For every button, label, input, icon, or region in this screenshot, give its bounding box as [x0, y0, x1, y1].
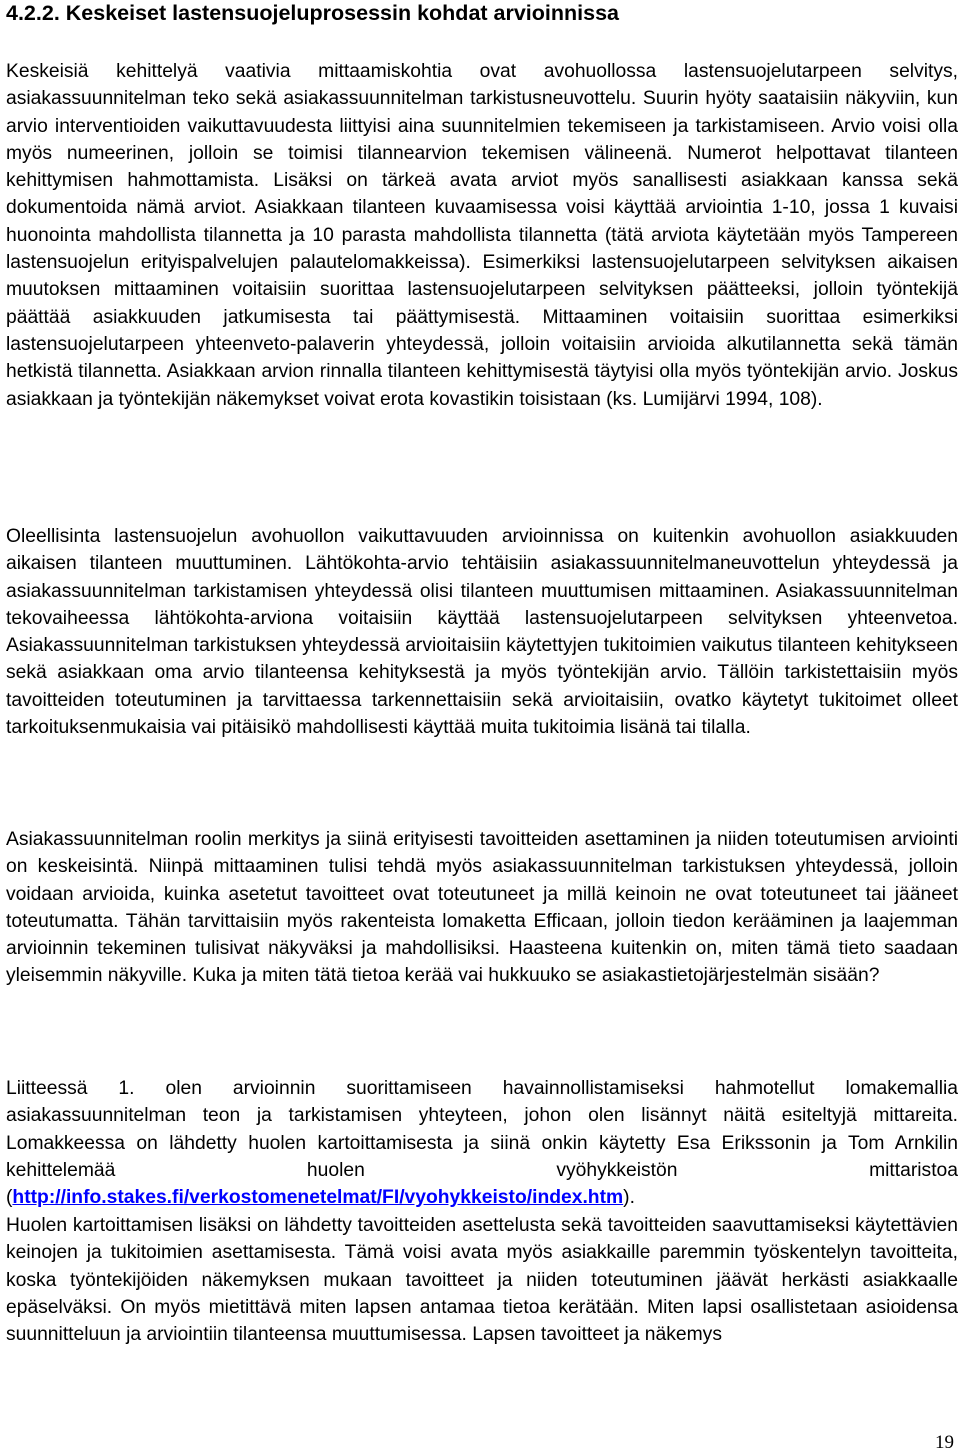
paragraph-appendix-text: Liitteessä 1. olen arvioinnin suorittamiseen havainnollistamiseksi hahmotellut lomakemallia asiakassuunnitelman teon ja tarkistamisen yhteyteen, johon olen lisännyt näitä esiteltyjä mittareita. Lomakkeessa on lähdetty huolen kartoittamisesta ja siinä onkin käytetty Esa Erikssonin ja Tom Arnkilin kehittelemää huolen vyöhykkeistön mittaristoa (	[6, 1078, 958, 1209]
paragraph-situation-change: Oleellisinta lastensuojelun avohuollon vaikuttavuuden arvioinnissa on kuitenkin avohuollon asiakkuuden aikaisen tilanteen muuttuminen. Lähtökohta-arvio tehtäisiin asiakassuunnitelmaneuvottelun yhteydessä ja asiakassuunnitelman tarkistamisen yhteydessä olisi tilanteen muuttumisen mittaaminen. Asiakassuunnitelman tekovaiheessa lähtökohta-arviona voitaisiin käyttää lastensuojelutarpeen selvityksen yhteenvetoa. Asiakassuunnitelman tarkistuksen yhteydessä arvioitaisiin käytettyjen tukitoimien vaikutus tilanteen kehitykseen sekä asiakkaan oma arvio tilanteensa kehityksestä ja myös työntekijän arvio. Tällöin tarkistettaisiin myös tavoitteiden toteutuminen ja tarvittaessa tarkennettaisiin sekä arvioitaisiin, ovatko käytetyt tukitoimet olleet tarkoituksenmukaisia vai pitäisikö mahdollisesti käyttää muita tukitoimia lisänä tai tilalla.	[6, 526, 958, 739]
paragraph-worry-mapping: Huolen kartoittamisen lisäksi on lähdetty tavoitteiden asettelusta sekä tavoitteiden saavuttamiseksi käytettävien keinojen ja tukitoimien asettamisesta. Tämä voisi avata myös asiakkaille paremmin työskentelyn tavoitteita, koska työntekijöiden näkemyksen mukaan tavoitteet ja niiden toteutuminen jäävät herkästi asiakkaalle epäselväksi. On myös mietittävä miten lapsen antamaa tietoa kerätään. Miten lapsi osallistetaan asioidensa suunnitteluun ja arviointiin tilanteensa muuttumisessa. Lapsen tavoitteet ja näkemys	[6, 1215, 958, 1346]
section-heading: 4.2.2. Keskeiset lastensuojeluprosessin kohdat arvioinnissa	[6, 1, 620, 25]
vyohykkeisto-link[interactable]: http://info.stakes.fi/verkostomenetelmat/FI/vyohykkeisto/index.htm	[12, 1187, 624, 1209]
page-number: 19	[935, 1432, 954, 1453]
paragraph-measurement-points: Keskeisiä kehittelyä vaativia mittaamiskohtia ovat avohuollossa lastensuojelutarpeen selvitys, asiakassuunnitelman teko sekä asiakassuunnitelman tarkistusneuvottelu. Suurin hyöty saataisiin näkyviin, kun arvio interventioiden vaikuttavuudesta liittyisi aina suunnitelmien tekemiseen ja tarkistamiseen. Arvio voisi olla myös numeerinen, jolloin se toimisi tilannearvion tekemisen välineenä. Numerot helpottavat tilanteen kehittymisen hahmottamista. Lisäksi on tärkeä avata arviot myös sanallisesti asiakkaan kanssa sekä dokumentoida nämä arviot. Asiakkaan tilanteen kuvaamisessa voisi käyttää arviointia 1-10, jossa 1 kuvaisi huonointa mahdollista tilannetta ja 10 parasta mahdollista tilannetta (tätä arviota käytetään myös Tampereen lastensuojelun erityispalvelujen palautelomakkeissa). Esimerkiksi lastensuojelutarpeen selvityksen aikaisen muutoksen mittaaminen voitaisiin suorittaa lastensuojelutarpeen selvityksen päätteeksi, jolloin työntekijä päättää asiakkuuden jatkumisesta tai päättymisestä. Mittaaminen voitaisiin suorittaa esimerkiksi lastensuojelutarpeen yhteenveto-palaverin yhteydessä, jolloin voitaisiin arvioida alkutilannetta sekä tämän hetkistä tilannetta. Asiakkaan arvion rinnalla tilanteen kehittymisestä täytyisi olla myös työntekijän arvio. Joskus asiakkaan ja työntekijän näkemykset voivat erota kovastikin toisistaan (ks. Lumijärvi 1994, 108).	[6, 61, 958, 410]
paragraph-goal-setting: Asiakassuunnitelman roolin merkitys ja siinä erityisesti tavoitteiden asettaminen ja niiden toteutumisen arviointi on keskeisintä. Niinpä mittaaminen tulisi tehdä myös asiakassuunnitelman tarkistuksen yhteydessä, jolloin voidaan arvioida, kuinka asetetut tavoitteet ovat toteutuneet ja millä keinoin ne ovat toteutuneet tai jääneet toteutumatta. Tähän tarvittaisiin myös rakenteista lomaketta Efficaan, jolloin tiedon kerääminen ja laajemman arvioinnin tekeminen tulisivat näkyväksi ja mahdollisiksi. Haasteena kuitenkin on, miten tämä tieto saadaan yleisemmin näkyville. Kuka ja miten tätä tietoa kerää vai hukkuuko se asiakastietojärjestelmän sisään?	[6, 829, 958, 987]
paragraph-appendix-form	[6, 1075, 958, 1211]
paragraph-appendix-text-end: ).	[623, 1187, 635, 1209]
